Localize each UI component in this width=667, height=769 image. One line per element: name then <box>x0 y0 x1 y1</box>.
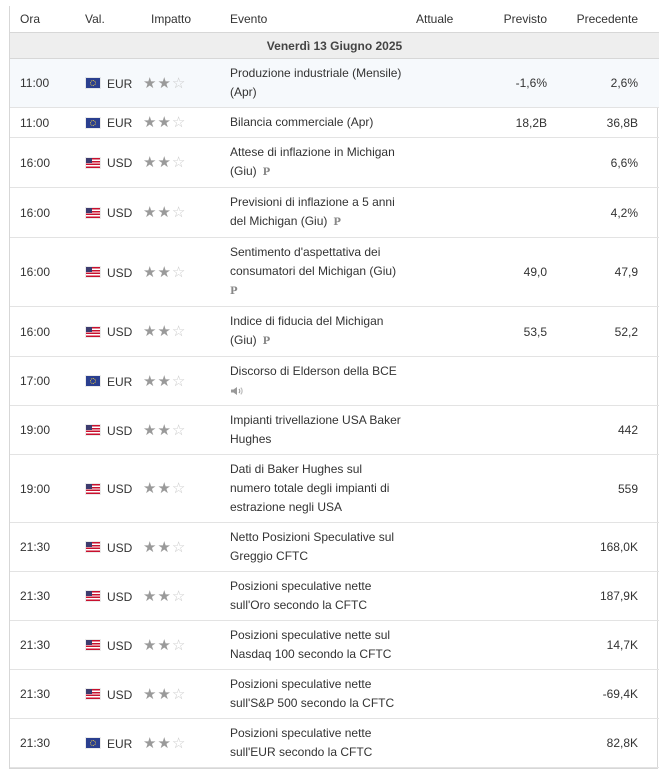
event-forecast <box>486 406 553 455</box>
impact-stars <box>141 188 230 238</box>
event-currency-cell <box>76 455 141 523</box>
event-name-line: Posizioni speculative nette <box>230 579 372 593</box>
event-currency: USD <box>107 205 133 220</box>
event-forecast <box>486 621 553 670</box>
us-flag-icon <box>86 640 100 650</box>
event-name-line: sull'EUR secondo la CFTC <box>230 745 373 759</box>
event-row[interactable] <box>10 621 659 670</box>
impact-stars <box>141 621 230 670</box>
star-empty-icon: ☆ <box>171 204 187 221</box>
event-name-cell[interactable] <box>230 307 416 357</box>
event-name[interactable] <box>230 719 416 767</box>
event-name-line: Previsioni di inflazione a 5 anni <box>230 195 395 209</box>
star-filled-icon: ★ <box>157 154 172 171</box>
event-name-line: Netto Posizioni Speculative sul <box>230 530 395 544</box>
star-filled-icon: ★ <box>157 421 172 439</box>
us-flag-icon <box>86 591 100 601</box>
event-name-line: Hughes <box>230 432 272 446</box>
event-time: 21:30 <box>10 523 76 572</box>
eu-flag-icon <box>86 376 100 386</box>
impact-stars <box>141 59 230 108</box>
us-flag-icon <box>86 267 100 277</box>
star-filled-icon: ★ <box>157 587 172 605</box>
event-name[interactable] <box>230 621 416 669</box>
event-name-cell[interactable] <box>230 719 416 768</box>
star-filled-icon: ★ <box>143 636 158 654</box>
event-time: 21:30 <box>10 572 76 621</box>
header-currency[interactable]: Val. <box>76 6 141 33</box>
star-empty-icon: ☆ <box>171 323 187 340</box>
star-filled-icon: ★ <box>143 372 158 390</box>
star-filled-icon: ★ <box>157 480 172 497</box>
event-name-line: (Giu) <box>230 333 257 347</box>
event-currency: USD <box>107 324 133 339</box>
event-name[interactable] <box>230 357 416 405</box>
us-flag-icon <box>86 484 100 494</box>
event-name[interactable] <box>230 59 416 107</box>
event-row[interactable] <box>10 455 659 523</box>
event-name-cell[interactable] <box>230 455 416 523</box>
event-name-line: Posizioni speculative nette <box>230 677 372 691</box>
event-currency: EUR <box>107 374 133 389</box>
us-flag-icon <box>86 425 100 435</box>
star-filled-icon: ★ <box>143 685 158 703</box>
event-name[interactable] <box>230 406 416 454</box>
star-filled-icon: ★ <box>157 538 172 556</box>
event-forecast <box>486 523 553 572</box>
us-flag-icon <box>86 542 100 552</box>
star-filled-icon: ★ <box>143 587 158 605</box>
event-currency-cell <box>76 406 141 455</box>
event-currency: EUR <box>107 76 133 91</box>
header-row <box>10 6 659 33</box>
star-empty-icon: ☆ <box>171 74 187 92</box>
star-filled-icon: ★ <box>157 114 172 131</box>
event-name-line: estrazione negli USA <box>230 500 343 514</box>
impact-stars <box>141 523 230 572</box>
event-row[interactable] <box>10 238 659 307</box>
event-name-line: Impianti trivellazione USA Baker <box>230 413 401 427</box>
event-time: 16:00 <box>10 307 76 357</box>
event-name-line: Produzione industriale (Mensile) <box>230 66 402 80</box>
event-name-cell[interactable] <box>230 188 416 238</box>
star-filled-icon: ★ <box>143 204 158 221</box>
preliminary-icon: P <box>262 167 271 178</box>
star-filled-icon: ★ <box>143 114 158 131</box>
event-name[interactable] <box>230 138 416 187</box>
event-name-line: Attese di inflazione in Michigan <box>230 145 395 159</box>
event-time: 16:00 <box>10 138 76 188</box>
impact-stars <box>141 455 230 523</box>
event-name-cell[interactable] <box>230 572 416 621</box>
star-filled-icon: ★ <box>143 421 158 439</box>
date-row <box>10 33 659 59</box>
header-time[interactable]: Ora <box>10 6 76 33</box>
event-row[interactable] <box>10 719 659 768</box>
event-row[interactable] <box>10 59 659 108</box>
event-currency-cell <box>76 59 141 108</box>
star-empty-icon: ☆ <box>171 372 187 390</box>
event-row[interactable] <box>10 138 659 188</box>
event-previous: 36,8B <box>553 108 659 138</box>
impact-stars <box>141 572 230 621</box>
header-actual[interactable]: Attuale <box>416 6 486 33</box>
event-currency: USD <box>107 589 133 604</box>
star-empty-icon: ☆ <box>171 538 187 556</box>
event-forecast <box>486 188 553 238</box>
event-currency: USD <box>107 687 133 702</box>
event-name-cell[interactable] <box>230 138 416 188</box>
event-forecast: 49,0 <box>486 238 553 307</box>
event-name-line: Indice di fiducia del Michigan <box>230 314 384 328</box>
event-currency-cell <box>76 188 141 238</box>
eu-flag-icon <box>86 738 100 748</box>
calendar-table-container <box>9 6 658 769</box>
star-filled-icon: ★ <box>143 263 158 281</box>
event-currency: EUR <box>107 115 133 130</box>
event-time: 19:00 <box>10 455 76 523</box>
event-forecast: 53,5 <box>486 307 553 357</box>
star-empty-icon: ☆ <box>171 263 187 281</box>
impact-stars <box>141 670 230 719</box>
event-forecast <box>486 719 553 768</box>
event-time: 21:30 <box>10 621 76 670</box>
event-previous: 442 <box>553 406 659 455</box>
event-name-line: sull'Oro secondo la CFTC <box>230 598 368 612</box>
event-actual <box>416 719 486 768</box>
event-time: 17:00 <box>10 357 76 406</box>
event-currency-cell <box>76 357 141 406</box>
us-flag-icon <box>86 208 100 218</box>
event-currency-cell <box>76 108 141 138</box>
event-forecast <box>486 138 553 188</box>
eu-flag-icon <box>86 78 100 88</box>
header-impact[interactable]: Impatto <box>141 6 230 33</box>
event-currency: USD <box>107 540 133 555</box>
us-flag-icon <box>86 158 100 168</box>
event-currency: USD <box>107 638 133 653</box>
header-event[interactable]: Evento <box>230 6 416 33</box>
star-filled-icon: ★ <box>143 323 158 340</box>
event-time: 11:00 <box>10 108 76 138</box>
event-name[interactable] <box>230 188 416 237</box>
event-name-line: Nasdaq 100 secondo la CFTC <box>230 647 392 661</box>
star-filled-icon: ★ <box>157 263 172 281</box>
star-empty-icon: ☆ <box>171 587 187 605</box>
event-name-line: Bilancia commerciale (Apr) <box>230 115 374 129</box>
impact-stars <box>141 138 230 188</box>
event-name-cell[interactable] <box>230 406 416 455</box>
event-name[interactable] <box>230 307 416 356</box>
event-previous: 82,8K <box>553 719 659 768</box>
event-row[interactable] <box>10 670 659 719</box>
preliminary-icon: P <box>333 217 341 228</box>
event-previous: 2,6% <box>553 59 659 108</box>
event-previous: 14,7K <box>553 621 659 670</box>
event-time: 21:30 <box>10 670 76 719</box>
event-previous: 6,6% <box>553 138 659 188</box>
event-name-line: Sentimento d'aspettativa dei <box>230 245 381 259</box>
star-filled-icon: ★ <box>157 685 172 703</box>
event-name-line: sull'S&P 500 secondo la CFTC <box>230 696 395 710</box>
star-filled-icon: ★ <box>157 74 172 92</box>
star-filled-icon: ★ <box>143 154 158 171</box>
impact-stars <box>141 719 230 768</box>
event-currency: USD <box>107 155 133 170</box>
event-currency-cell <box>76 238 141 307</box>
event-actual <box>416 406 486 455</box>
event-previous: 168,0K <box>553 523 659 572</box>
event-name-cell[interactable] <box>230 670 416 719</box>
event-currency-cell <box>76 523 141 572</box>
event-forecast <box>486 670 553 719</box>
event-currency-cell <box>76 572 141 621</box>
event-name-cell[interactable] <box>230 108 416 138</box>
event-time: 21:30 <box>10 719 76 768</box>
event-name-line: Posizioni speculative nette <box>230 726 372 740</box>
impact-stars <box>141 108 230 138</box>
header-previous[interactable]: Precedente <box>553 6 659 33</box>
impact-stars <box>141 307 230 357</box>
event-name-line: Dati di Baker Hughes sul <box>230 462 363 476</box>
event-actual <box>416 188 486 238</box>
star-filled-icon: ★ <box>157 636 172 654</box>
event-forecast: 18,2B <box>486 108 553 138</box>
date-label: Venerdì 13 Giugno 2025 <box>10 33 659 59</box>
event-row[interactable] <box>10 523 659 572</box>
us-flag-icon <box>86 327 100 337</box>
event-name-cell[interactable] <box>230 357 416 406</box>
event-row[interactable] <box>10 357 659 406</box>
event-name-cell[interactable] <box>230 238 416 307</box>
star-filled-icon: ★ <box>157 204 172 221</box>
event-row[interactable] <box>10 572 659 621</box>
event-actual <box>416 572 486 621</box>
event-forecast: -1,6% <box>486 59 553 108</box>
impact-stars <box>141 238 230 307</box>
event-row[interactable] <box>10 188 659 238</box>
star-empty-icon: ☆ <box>171 480 187 497</box>
event-previous: 47,9 <box>553 238 659 307</box>
event-name-line: Posizioni speculative nette sul <box>230 628 391 642</box>
impact-stars <box>141 357 230 406</box>
event-time: 16:00 <box>10 238 76 307</box>
star-empty-icon: ☆ <box>171 114 187 131</box>
event-name-cell[interactable] <box>230 523 416 572</box>
us-flag-icon <box>86 689 100 699</box>
event-previous: 4,2% <box>553 188 659 238</box>
event-name[interactable] <box>230 670 416 718</box>
event-actual <box>416 357 486 406</box>
event-actual <box>416 238 486 307</box>
star-empty-icon: ☆ <box>171 636 187 654</box>
event-name-line: consumatori del Michigan (Giu) <box>230 264 397 278</box>
star-filled-icon: ★ <box>143 74 158 92</box>
event-currency: USD <box>107 423 133 438</box>
event-name[interactable] <box>230 238 416 306</box>
event-forecast <box>486 572 553 621</box>
event-previous: -69,4K <box>553 670 659 719</box>
header-forecast[interactable]: Previsto <box>486 6 553 33</box>
event-name[interactable] <box>230 572 416 620</box>
event-row[interactable] <box>10 406 659 455</box>
impact-stars <box>141 406 230 455</box>
event-actual <box>416 307 486 357</box>
star-filled-icon: ★ <box>143 480 158 497</box>
event-time: 16:00 <box>10 188 76 238</box>
event-time: 19:00 <box>10 406 76 455</box>
event-previous <box>553 357 659 406</box>
event-name-cell[interactable] <box>230 621 416 670</box>
preliminary-icon: P <box>262 336 271 347</box>
event-name-line: (Apr) <box>230 85 257 99</box>
event-actual <box>416 108 486 138</box>
event-name-line: (Giu) <box>230 164 257 178</box>
event-previous: 52,2 <box>553 307 659 357</box>
event-actual <box>416 523 486 572</box>
event-currency-cell <box>76 138 141 188</box>
eu-flag-icon <box>86 118 100 128</box>
event-name-line: Discorso di Elderson della BCE <box>230 364 397 378</box>
star-filled-icon: ★ <box>157 734 172 752</box>
speaker-icon <box>230 386 244 396</box>
event-currency-cell <box>76 307 141 357</box>
star-filled-icon: ★ <box>143 734 158 752</box>
event-currency: USD <box>107 265 133 280</box>
event-row[interactable] <box>10 307 659 357</box>
event-actual <box>416 138 486 188</box>
preliminary-icon: P <box>230 286 238 297</box>
event-name-line: Greggio CFTC <box>230 549 309 563</box>
event-currency-cell <box>76 670 141 719</box>
event-currency: USD <box>107 481 133 496</box>
star-empty-icon: ☆ <box>171 734 187 752</box>
event-name[interactable] <box>230 108 416 137</box>
event-name[interactable] <box>230 455 416 522</box>
event-currency: EUR <box>107 736 133 751</box>
event-name-line: del Michigan (Giu) <box>230 214 328 228</box>
event-name[interactable] <box>230 523 416 571</box>
star-empty-icon: ☆ <box>171 685 187 703</box>
star-filled-icon: ★ <box>143 538 158 556</box>
event-forecast <box>486 455 553 523</box>
event-actual <box>416 670 486 719</box>
calendar-table <box>10 6 659 768</box>
event-row[interactable] <box>10 108 659 138</box>
event-actual <box>416 621 486 670</box>
event-forecast <box>486 357 553 406</box>
event-actual <box>416 59 486 108</box>
event-currency-cell <box>76 719 141 768</box>
event-currency-cell <box>76 621 141 670</box>
star-empty-icon: ☆ <box>171 154 187 171</box>
event-name-cell[interactable] <box>230 59 416 108</box>
star-filled-icon: ★ <box>157 372 172 390</box>
event-time: 11:00 <box>10 59 76 108</box>
event-previous: 187,9K <box>553 572 659 621</box>
event-name-line: numero totale degli impianti di <box>230 481 390 495</box>
star-filled-icon: ★ <box>157 323 172 340</box>
event-previous: 559 <box>553 455 659 523</box>
event-actual <box>416 455 486 523</box>
star-empty-icon: ☆ <box>171 421 187 439</box>
